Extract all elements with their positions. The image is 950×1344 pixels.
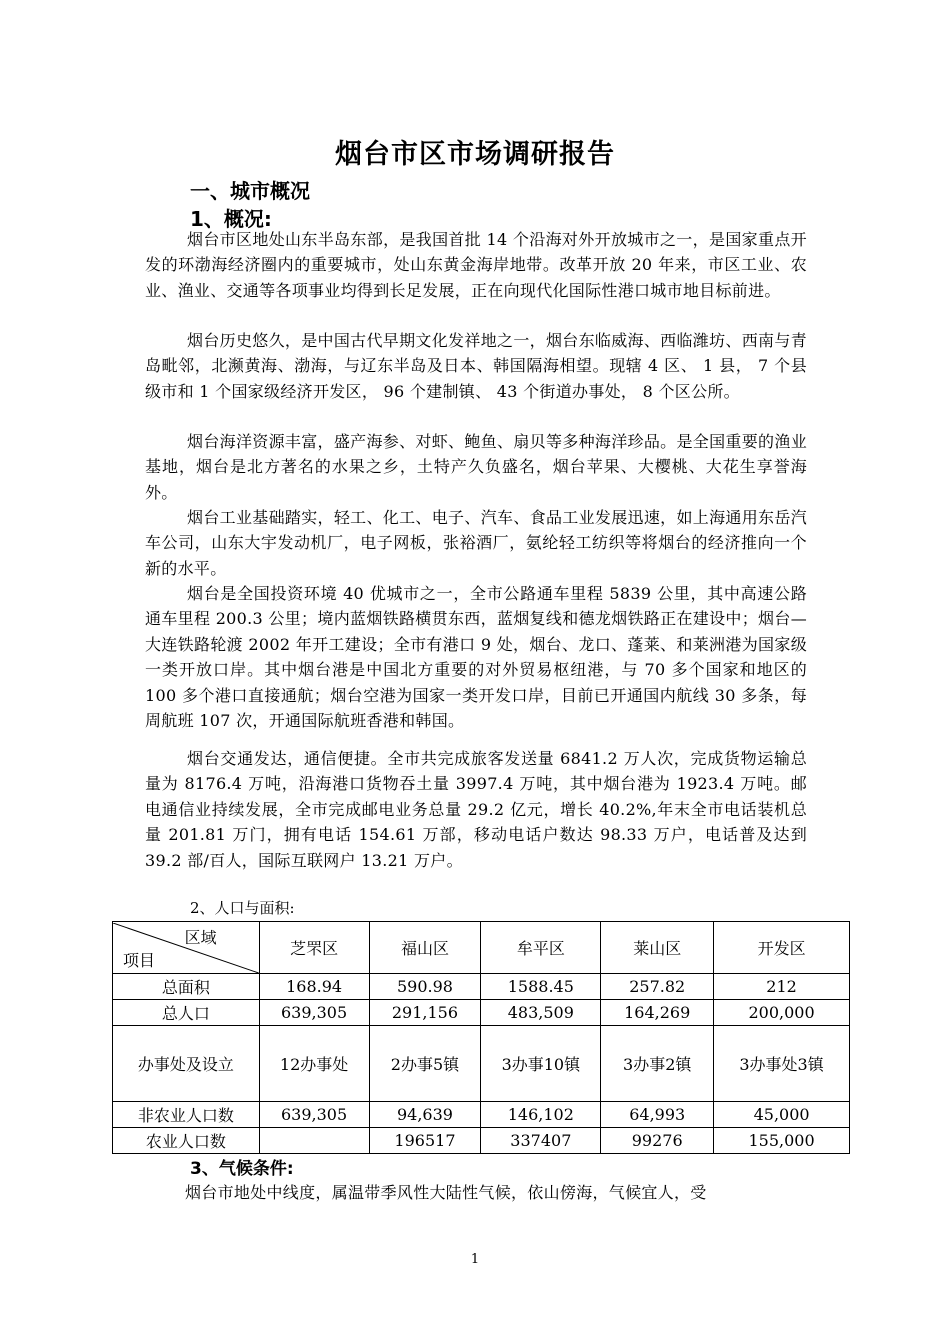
table-row xyxy=(113,1000,850,1026)
paragraph-industry: 烟台工业基础踏实，轻工、化工、电子、汽车、食品工业发展迅速，如上海通用东岳汽车公司，山东大宇发动机厂，电子网板，张裕酒厂，氨纶轻工纺织等将烟台的经济推向一个新的水平。 xyxy=(145,508,807,578)
table-cell: 291,156 xyxy=(369,1000,481,1026)
table-cell: 257.82 xyxy=(601,974,714,1000)
row-label: 总面积 xyxy=(113,974,260,1000)
section-heading-city-overview: 一、城市概况 xyxy=(190,179,310,203)
paragraph-climate: 烟台市地处中线度，属温带季风性大陆性气候，依山傍海，气候宜人，受 xyxy=(185,1183,707,1202)
column-header: 开发区 xyxy=(714,922,850,974)
table-cell: 590.98 xyxy=(369,974,481,1000)
table-cell: 2办事5镇 xyxy=(369,1026,481,1102)
paragraph-history: 烟台历史悠久，是中国古代早期文化发祥地之一，烟台东临威海、西临潍坊、西南与青岛毗邻，北濒黄海、渤海，与辽东半岛及日本、韩国隔海相望。现辖 4 区、 1 县， 7 个县级市和 1 个国家级经济开发区， 96 个建制镇、 43 个街道办事处， 8 个区公所。 xyxy=(145,331,807,401)
table-row xyxy=(113,974,850,1000)
table-corner-cell xyxy=(113,922,260,974)
paragraph-transport: 烟台交通发达，通信便捷。全市共完成旅客发送量 6841.2 万人次，完成货物运输总量为 8176.4 万吨，沿海港口货物吞土量 3997.4 万吨，其中烟台港为 1923.4 万吨。邮电通信业持续发展，全市完成邮电业务总量 29.2 亿元，增长 40.2%,年末全市电话装机总量 201.81 万门，拥有电话 154.61 万部，移动电话户数达 98.33 万户，电话普及达到 39.2 部/百人，国际互联网户 13.21 万户。 xyxy=(145,749,807,870)
table-row xyxy=(113,1102,850,1128)
column-header: 牟平区 xyxy=(481,922,601,974)
subsection-heading-climate: 3、气候条件: xyxy=(190,1159,294,1179)
paragraph-ocean-resources: 烟台海洋资源丰富，盛产海参、对虾、鲍鱼、扇贝等多种海洋珍品。是全国重要的渔业基地，烟台是北方著名的水果之乡，土特产久负盛名，烟台苹果、大樱桃、大花生享誉海外。 xyxy=(145,432,807,502)
table-cell: 196517 xyxy=(369,1128,481,1154)
document-title: 烟台市区市场调研报告 xyxy=(335,139,615,170)
table-cell: 3办事处3镇 xyxy=(714,1026,850,1102)
table-cell: 146,102 xyxy=(481,1102,601,1128)
table-cell: 155,000 xyxy=(714,1128,850,1154)
paragraph-location: 烟台市区地处山东半岛东部，是我国首批 14 个沿海对外开放城市之一，是国家重点开发的环渤海经济圈内的重要城市，处山东黄金海岸地带。改革开放 20 年来，市区工业、农业、渔业、交通等各项事业均得到长足发展，正在向现代化国际性港口城市地目标前进。 xyxy=(145,230,807,300)
table-header-row xyxy=(113,922,850,974)
table-cell: 639,305 xyxy=(259,1000,369,1026)
table-cell: 212 xyxy=(714,974,850,1000)
corner-label-item: 项目 xyxy=(123,950,156,970)
table-cell: 99276 xyxy=(601,1128,714,1154)
table-cell: 12办事处 xyxy=(259,1026,369,1102)
table-cell: 337407 xyxy=(481,1128,601,1154)
column-header: 莱山区 xyxy=(601,922,714,974)
row-label: 农业人口数 xyxy=(113,1128,260,1154)
table-caption: 2、人口与面积: xyxy=(190,899,295,917)
table-cell: 64,993 xyxy=(601,1102,714,1128)
table-row xyxy=(113,1026,850,1102)
table-cell: 45,000 xyxy=(714,1102,850,1128)
table-row xyxy=(113,1128,850,1154)
table-cell: 200,000 xyxy=(714,1000,850,1026)
table-cell: 3办事10镇 xyxy=(481,1026,601,1102)
table-cell: 483,509 xyxy=(481,1000,601,1026)
subsection-heading-overview: 1、概况: xyxy=(190,207,272,231)
paragraph-investment: 烟台是全国投资环境 40 优城市之一，全市公路通车里程 5839 公里，其中高速公路通车里程 200.3 公里；境内蓝烟铁路横贯东西，蓝烟复线和德龙烟铁路正在建设中；烟台—大连铁路轮渡 2002 年开工建设；全市有港口 9 处，烟台、龙口、蓬莱、和莱洲港为国家级一类开放口岸。其中烟台港是中国北方重要的对外贸易枢纽港，与 70 多个国家和地区的 100 多个港口直接通航；烟台空港为国家一类开发口岸，目前已开通国内航线 30 多条，每周航班 107 次，开通国际航班香港和韩国。 xyxy=(145,584,807,731)
row-label: 非农业人口数 xyxy=(113,1102,260,1128)
column-header: 芝罘区 xyxy=(259,922,369,974)
table-cell: 168.94 xyxy=(259,974,369,1000)
row-label: 办事处及设立 xyxy=(113,1026,260,1102)
population-area-table xyxy=(112,921,850,1154)
column-header: 福山区 xyxy=(369,922,481,974)
table-cell: 164,269 xyxy=(601,1000,714,1026)
page-number: 1 xyxy=(470,1252,480,1267)
table-cell: 3办事2镇 xyxy=(601,1026,714,1102)
corner-label-region: 区域 xyxy=(184,927,217,947)
table-cell: 639,305 xyxy=(259,1102,369,1128)
table-cell: 94,639 xyxy=(369,1102,481,1128)
table-cell xyxy=(259,1128,369,1154)
row-label: 总人口 xyxy=(113,1000,260,1026)
table-cell: 1588.45 xyxy=(481,974,601,1000)
